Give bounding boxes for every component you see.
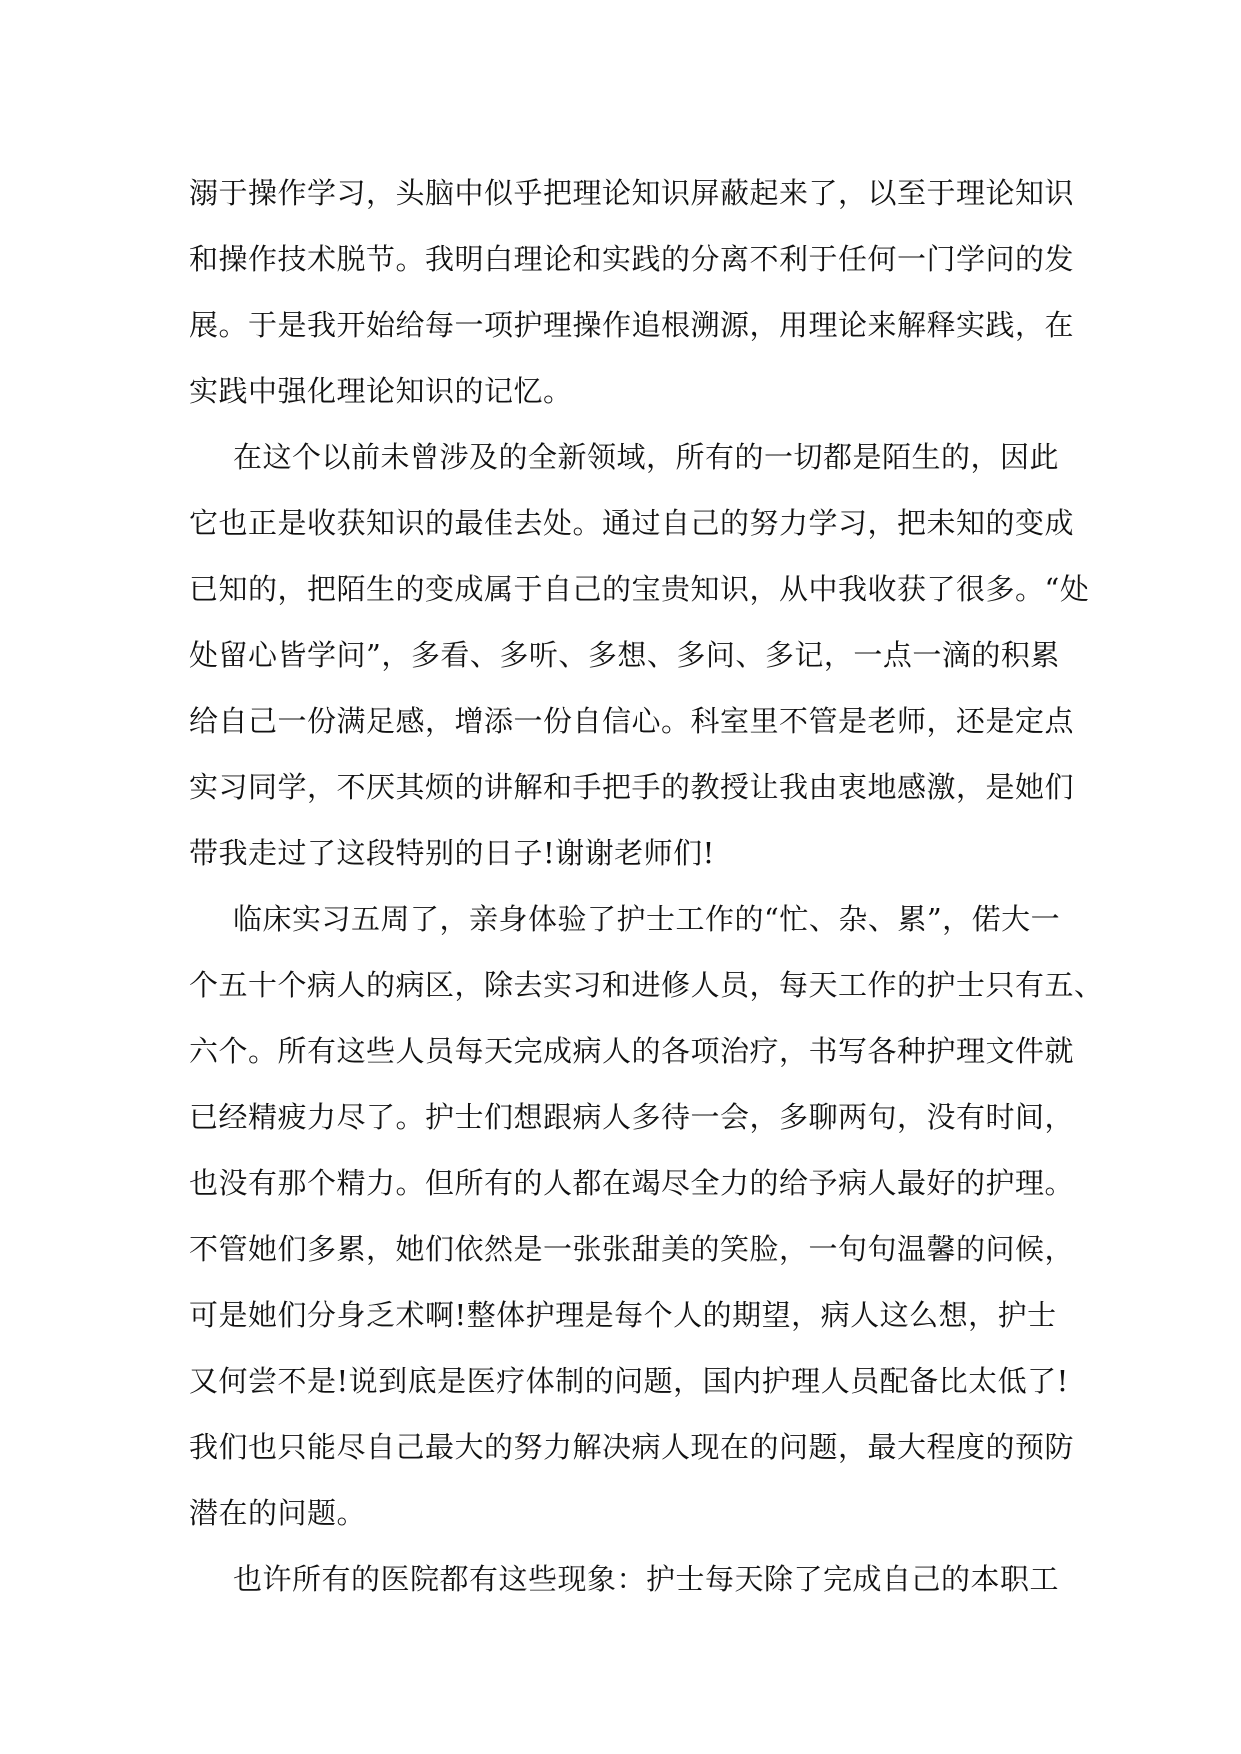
text-line: 临床实习五周了，亲身体验了护士工作的“忙、杂、累”，偌大一 bbox=[233, 902, 1061, 936]
paragraph-4 bbox=[189, 1546, 1059, 1612]
paragraph-1 bbox=[189, 160, 1075, 424]
text-line: 已经精疲力尽了。护士们想跟病人多待一会，多聊两句，没有时间， bbox=[189, 1100, 1075, 1134]
paragraph-2 bbox=[189, 424, 1090, 886]
text-line: 潜在的问题。 bbox=[189, 1496, 367, 1530]
text-line: 又何尝不是!说到底是医疗体制的问题，国内护理人员配备比太低了! bbox=[189, 1364, 1069, 1398]
text-line: 已知的，把陌生的变成属于自己的宝贵知识，从中我收获了很多。“处 bbox=[189, 572, 1090, 606]
text-line: 个五十个病人的病区，除去实习和进修人员，每天工作的护士只有五、 bbox=[189, 968, 1104, 1002]
text-line: 给自己一份满足感，增添一份自信心。科室里不管是老师，还是定点 bbox=[189, 704, 1075, 738]
text-line: 处留心皆学问”，多看、多听、多想、多问、多记，一点一滴的积累 bbox=[189, 638, 1060, 672]
text-line: 六个。所有这些人员每天完成病人的各项治疗，书写各种护理文件就 bbox=[189, 1034, 1075, 1068]
text-line: 它也正是收获知识的最佳去处。通过自己的努力学习，把未知的变成 bbox=[189, 506, 1075, 540]
text-line: 我们也只能尽自己最大的努力解决病人现在的问题，最大程度的预防 bbox=[189, 1430, 1075, 1464]
text-line: 带我走过了这段特别的日子!谢谢老师们! bbox=[189, 836, 715, 870]
text-line: 也许所有的医院都有这些现象：护士每天除了完成自己的本职工 bbox=[233, 1562, 1060, 1596]
text-line: 展。于是我开始给每一项护理操作追根溯源，用理论来解释实践，在 bbox=[189, 308, 1075, 342]
text-line: 实习同学，不厌其烦的讲解和手把手的教授让我由衷地感激，是她们 bbox=[189, 770, 1075, 804]
text-line: 溺于操作学习，头脑中似乎把理论知识屏蔽起来了，以至于理论知识 bbox=[189, 176, 1075, 210]
text-line: 可是她们分身乏术啊!整体护理是每个人的期望，病人这么想，护士 bbox=[189, 1298, 1057, 1332]
text-line: 实践中强化理论知识的记忆。 bbox=[189, 374, 573, 408]
text-line: 在这个以前未曾涉及的全新领域，所有的一切都是陌生的，因此 bbox=[233, 440, 1060, 474]
text-line: 也没有那个精力。但所有的人都在竭尽全力的给予病人最好的护理。 bbox=[189, 1166, 1075, 1200]
paragraph-3 bbox=[189, 886, 1104, 1546]
text-line: 和操作技术脱节。我明白理论和实践的分离不利于任何一门学问的发 bbox=[189, 242, 1075, 276]
body-text bbox=[189, 160, 1104, 1612]
text-line: 不管她们多累，她们依然是一张张甜美的笑脸，一句句温馨的问候， bbox=[189, 1232, 1075, 1266]
